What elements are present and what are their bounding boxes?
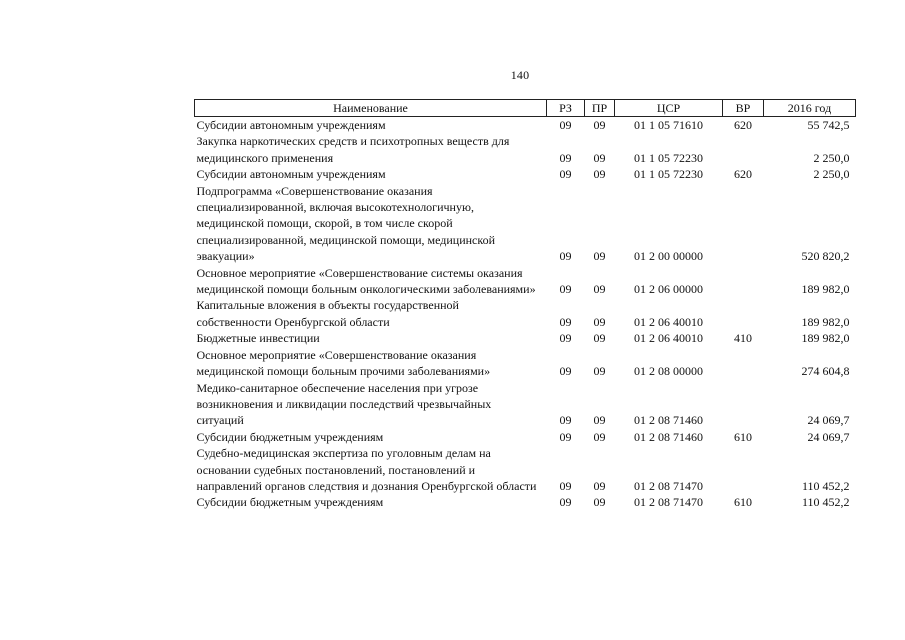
row-rz: 09 bbox=[559, 118, 572, 132]
row-amount: 55 742,5 bbox=[807, 118, 850, 132]
header-csr: ЦСР bbox=[615, 100, 723, 117]
header-row bbox=[195, 100, 856, 117]
row-pr: 09 bbox=[593, 118, 606, 132]
table-row bbox=[195, 445, 856, 494]
header-vr: ВР bbox=[723, 100, 764, 117]
row-vr bbox=[723, 347, 764, 380]
table-row bbox=[195, 117, 856, 134]
row-pr: 09 bbox=[593, 150, 606, 165]
table-row bbox=[195, 133, 856, 166]
row-amount: 2 250,0 bbox=[813, 167, 850, 182]
row-rz: 09 bbox=[559, 364, 572, 379]
row-csr: 01 2 08 71470 bbox=[634, 495, 703, 510]
row-pr: 09 bbox=[593, 314, 606, 329]
row-rz: 09 bbox=[559, 249, 572, 264]
table-row bbox=[195, 347, 856, 380]
row-name: Капитальные вложения в объекты государственной собственности Оренбургской области bbox=[196, 298, 459, 329]
row-vr bbox=[723, 445, 764, 494]
row-rz: 09 bbox=[559, 150, 572, 165]
row-rz: 09 bbox=[559, 167, 572, 182]
row-rz: 09 bbox=[559, 331, 572, 346]
table-row bbox=[195, 183, 856, 265]
row-name: Субсидии бюджетным учреждениям bbox=[196, 429, 384, 444]
table-row bbox=[195, 166, 856, 182]
row-name: Подпрограмма «Совершенствование оказания специализированной, включая высокотехнологичную, медицинской помощи, скорой, в том числе скорой специализированной, медицинской помощи, медицинской эвакуации» bbox=[196, 183, 496, 264]
row-pr: 09 bbox=[593, 331, 606, 346]
row-csr: 01 2 06 40010 bbox=[634, 314, 703, 329]
row-pr: 09 bbox=[593, 364, 606, 379]
row-csr: 01 2 00 00000 bbox=[634, 249, 703, 264]
header-name: Наименование bbox=[195, 100, 547, 117]
row-name: Закупка наркотических средств и психотропных веществ для медицинского применения bbox=[196, 134, 510, 165]
row-rz: 09 bbox=[559, 429, 572, 444]
row-name: Медико-санитарное обеспечение населения при угрозе возникновения и ликвидации последствий чрезвычайных ситуаций bbox=[196, 380, 492, 428]
row-vr: 610 bbox=[734, 495, 752, 510]
header-pr: ПР bbox=[585, 100, 615, 117]
row-pr: 09 bbox=[593, 413, 606, 428]
row-name: Субсидии автономным учреждениям bbox=[196, 167, 386, 182]
row-pr: 09 bbox=[593, 167, 606, 182]
table-row bbox=[195, 330, 856, 346]
row-pr: 09 bbox=[593, 495, 606, 510]
row-amount: 110 452,2 bbox=[801, 478, 850, 493]
row-rz: 09 bbox=[559, 413, 572, 428]
row-csr: 01 2 06 00000 bbox=[634, 282, 703, 297]
row-amount: 110 452,2 bbox=[801, 495, 850, 510]
table-header bbox=[195, 100, 856, 117]
row-amount: 24 069,7 bbox=[807, 429, 850, 444]
table-row bbox=[195, 297, 856, 330]
row-csr: 01 1 05 72230 bbox=[634, 150, 703, 165]
row-csr: 01 1 05 72230 bbox=[634, 167, 703, 182]
row-name: Основное мероприятие «Совершенствование системы оказания медицинской помощи больным онкологическими заболеваниями» bbox=[196, 265, 536, 297]
row-csr: 01 2 08 71470 bbox=[634, 478, 703, 493]
row-csr: 01 2 06 40010 bbox=[634, 331, 703, 346]
row-pr: 09 bbox=[593, 429, 606, 444]
row-pr: 09 bbox=[593, 282, 606, 297]
row-vr: 610 bbox=[734, 429, 752, 444]
row-rz: 09 bbox=[559, 478, 572, 493]
row-name: Судебно-медицинская экспертиза по уголовным делам на основании судебных постановлений, постановлений и направлений органов следствия и дознания Оренбургской области bbox=[196, 446, 537, 493]
row-amount: 189 982,0 bbox=[801, 282, 850, 297]
table-row bbox=[195, 429, 856, 445]
row-rz: 09 bbox=[559, 282, 572, 297]
row-name: Субсидии автономным учреждениям bbox=[196, 118, 386, 132]
row-vr: 410 bbox=[734, 331, 752, 346]
row-amount: 189 982,0 bbox=[801, 314, 850, 329]
row-amount: 189 982,0 bbox=[801, 331, 850, 346]
row-rz: 09 bbox=[559, 495, 572, 510]
row-vr bbox=[723, 133, 764, 166]
row-name: Бюджетные инвестиции bbox=[196, 331, 320, 346]
row-vr: 620 bbox=[734, 167, 752, 182]
row-amount: 274 604,8 bbox=[801, 364, 850, 379]
row-vr bbox=[723, 297, 764, 330]
row-name: Субсидии бюджетным учреждениям bbox=[196, 495, 384, 510]
row-rz: 09 bbox=[559, 314, 572, 329]
table-row bbox=[195, 494, 856, 510]
header-rz: РЗ bbox=[547, 100, 585, 117]
row-csr: 01 2 08 00000 bbox=[634, 364, 703, 379]
row-csr: 01 2 08 71460 bbox=[634, 429, 703, 444]
row-csr: 01 2 08 71460 bbox=[634, 413, 703, 428]
row-amount: 2 250,0 bbox=[813, 150, 850, 165]
row-pr: 09 bbox=[593, 478, 606, 493]
table-row bbox=[195, 265, 856, 298]
row-name: Основное мероприятие «Совершенствование оказания медицинской помощи больным прочими заболеваниями» bbox=[196, 347, 491, 379]
row-vr bbox=[723, 183, 764, 265]
row-amount: 24 069,7 bbox=[807, 413, 850, 428]
row-vr bbox=[723, 380, 764, 429]
row-vr bbox=[723, 265, 764, 298]
budget-table bbox=[194, 99, 856, 511]
row-csr: 01 1 05 71610 bbox=[634, 118, 703, 132]
page-number: 140 bbox=[510, 68, 530, 82]
table-body bbox=[195, 117, 856, 511]
table-row bbox=[195, 380, 856, 429]
row-pr: 09 bbox=[593, 249, 606, 264]
row-amount: 520 820,2 bbox=[801, 249, 850, 264]
row-vr: 620 bbox=[734, 118, 752, 132]
header-year: 2016 год bbox=[764, 100, 856, 117]
